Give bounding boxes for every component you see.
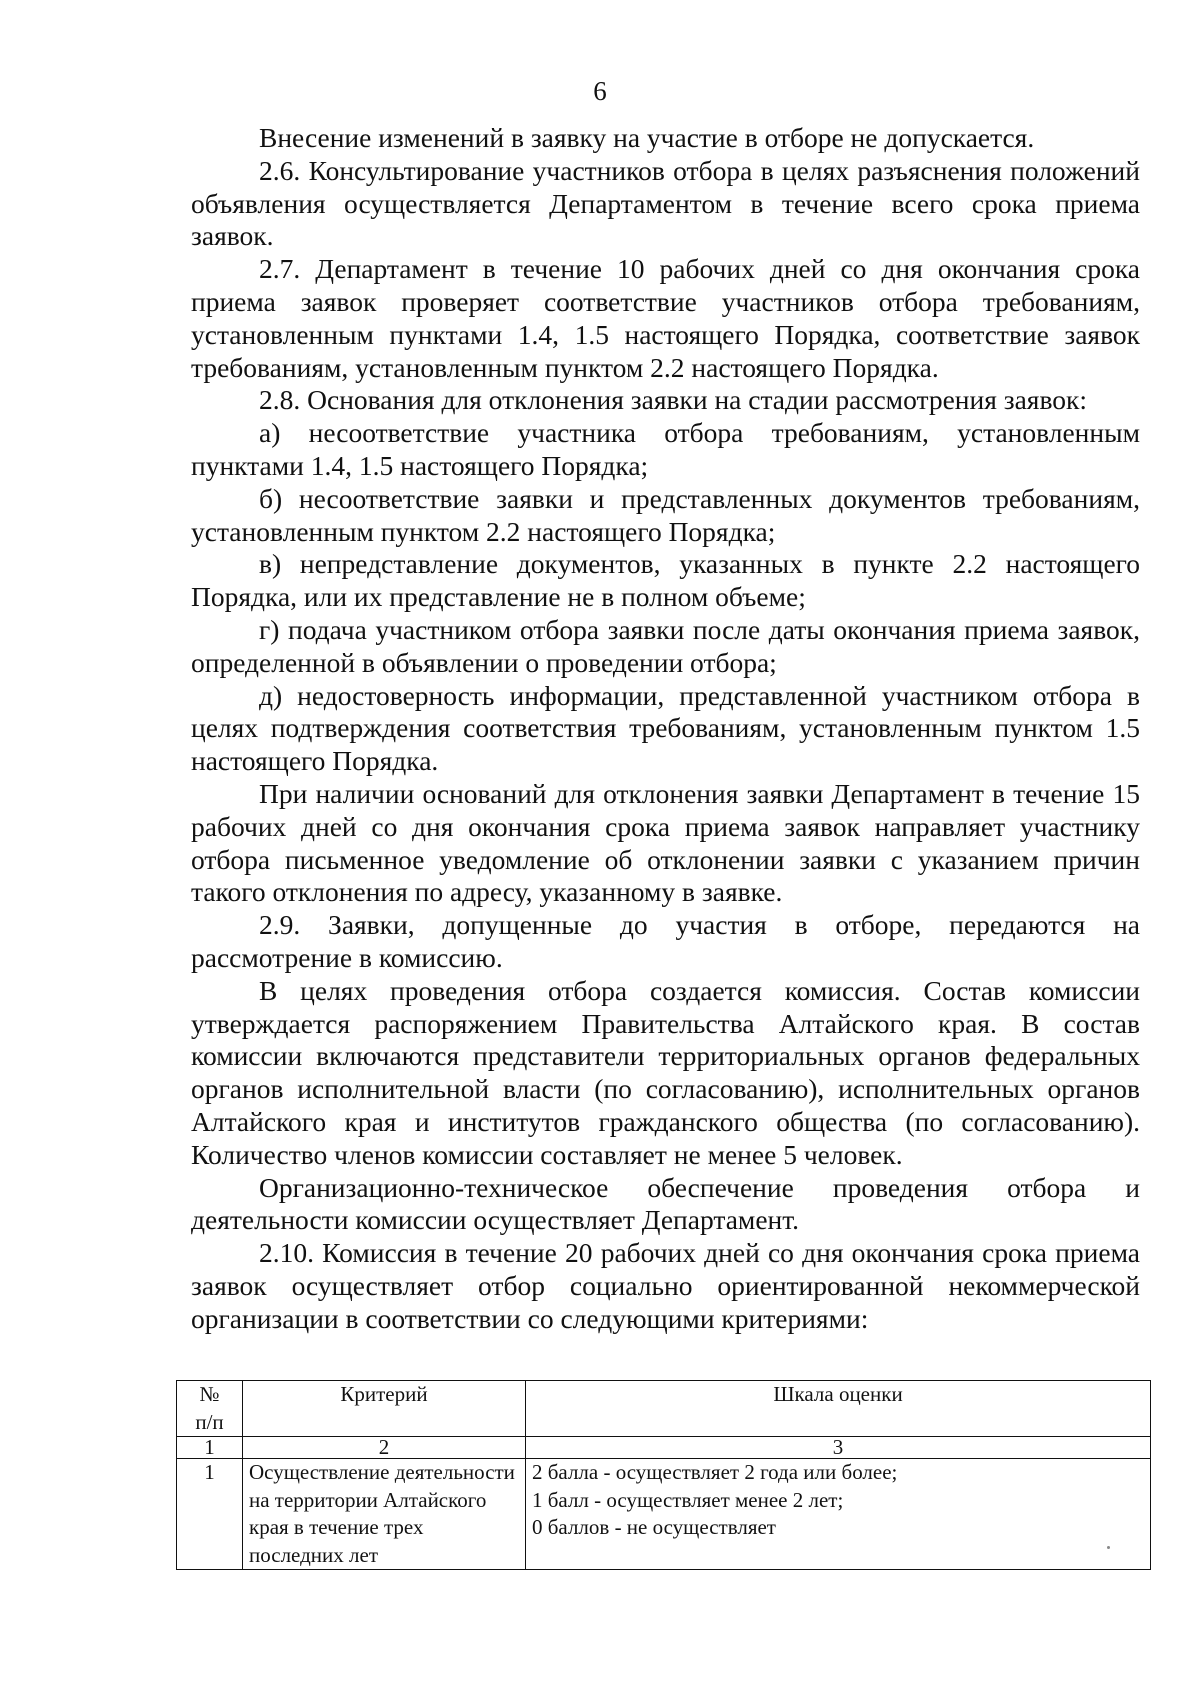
criterion-cell: Осуществление деятельности на территории Алтайского края в течение трех последних лет — [243, 1459, 526, 1570]
index-cell: 1 — [177, 1437, 243, 1459]
header-cell-number — [177, 1381, 243, 1437]
table-index-row — [177, 1437, 1151, 1459]
paragraph: Организационно-техническое обеспечение проведения отбора и деятельности комиссии осуществляет Департамент. — [191, 1171, 1140, 1236]
scale-line: 1 балл - осуществляет менее 2 лет; — [532, 1487, 844, 1512]
index-cell: 3 — [526, 1437, 1151, 1459]
scan-speck — [1107, 1546, 1110, 1549]
scale-line: 2 балла - осуществляет 2 года или более; — [532, 1460, 898, 1484]
paragraph: д) недостоверность информации, представленной участником отбора в целях подтверждения соответствия требованиям, установленным пунктом 1.5 настоящего Порядка. — [191, 679, 1140, 777]
paragraph: 2.9. Заявки, допущенные до участия в отборе, передаются на рассмотрение в комиссию. — [191, 909, 1140, 973]
header-cell-scale: Шкала оценки — [526, 1381, 1151, 1437]
paragraph: а) несоответствие участника отбора требованиям, установленным пунктами 1.4, 1.5 настоящего Порядка; — [191, 417, 1140, 481]
paragraph: 2.6. Консультирование участников отбора в целях разъяснения положений объявления осуществляется Департаментом в течение всего срока приема заявок. — [191, 154, 1140, 252]
scale-line: 0 баллов - не осуществляет — [532, 1515, 776, 1539]
table-row — [177, 1459, 1151, 1570]
paragraph: 2.8. Основания для отклонения заявки на стадии рассмотрения заявок: — [259, 384, 1088, 416]
paragraph: б) несоответствие заявки и представленных документов требованиям, установленным пунктом 2.2 настоящего Порядка; — [191, 482, 1140, 547]
page-number: 6 — [593, 76, 607, 106]
paragraph: 2.7. Департамент в течение 10 рабочих дней со дня окончания срока приема заявок проверяет соответствие участников отбора требованиям, установленным пунктами 1.4, 1.5 настоящего Порядка, соответствие заявок требованиям, установленным пунктом 2.2 настоящего Порядка. — [191, 253, 1140, 383]
header-number-sign: № — [199, 1382, 220, 1406]
index-cell: 2 — [243, 1437, 526, 1459]
paragraph: 2.10. Комиссия в течение 20 рабочих дней со дня окончания срока приема заявок осуществляет отбор социально ориентированной некоммерческой организации в соответствии со следующими критериями: — [191, 1237, 1140, 1334]
table-header-row — [177, 1381, 1151, 1437]
paragraph: Внесение изменений в заявку на участие в отборе не допускается. — [259, 122, 1035, 153]
header-number-abbr: п/п — [195, 1409, 224, 1434]
paragraph: в) непредставление документов, указанных в пункте 2.2 настоящего Порядка, или их представление не в полном объеме; — [191, 548, 1140, 613]
row-number-cell: 1 — [177, 1459, 243, 1570]
document-body — [191, 122, 1140, 1335]
header-cell-criterion: Критерий — [243, 1381, 526, 1437]
paragraph: г) подача участником отбора заявки после даты окончания приема заявок, определенной в объявлении о проведении отбора; — [191, 613, 1140, 678]
criteria-table — [176, 1380, 1151, 1570]
paragraph: При наличии оснований для отклонения заявки Департамент в течение 15 рабочих дней со дня окончания срока приема заявок направляет участнику отбора письменное уведомление об отклонении заявки с указанием причин такого отклонения по адресу, указанному в заявке. — [191, 777, 1140, 908]
paragraph: В целях проведения отбора создается комиссия. Состав комиссии утверждается распоряжением Правительства Алтайского края. В состав комиссии включаются представители территориальных органов федеральных органов исполнительной власти (по согласованию), исполнительных органов Алтайского края и институтов гражданского общества (по согласованию). Количество членов комиссии составляет не менее 5 человек. — [191, 974, 1140, 1170]
scale-cell — [526, 1459, 1151, 1570]
